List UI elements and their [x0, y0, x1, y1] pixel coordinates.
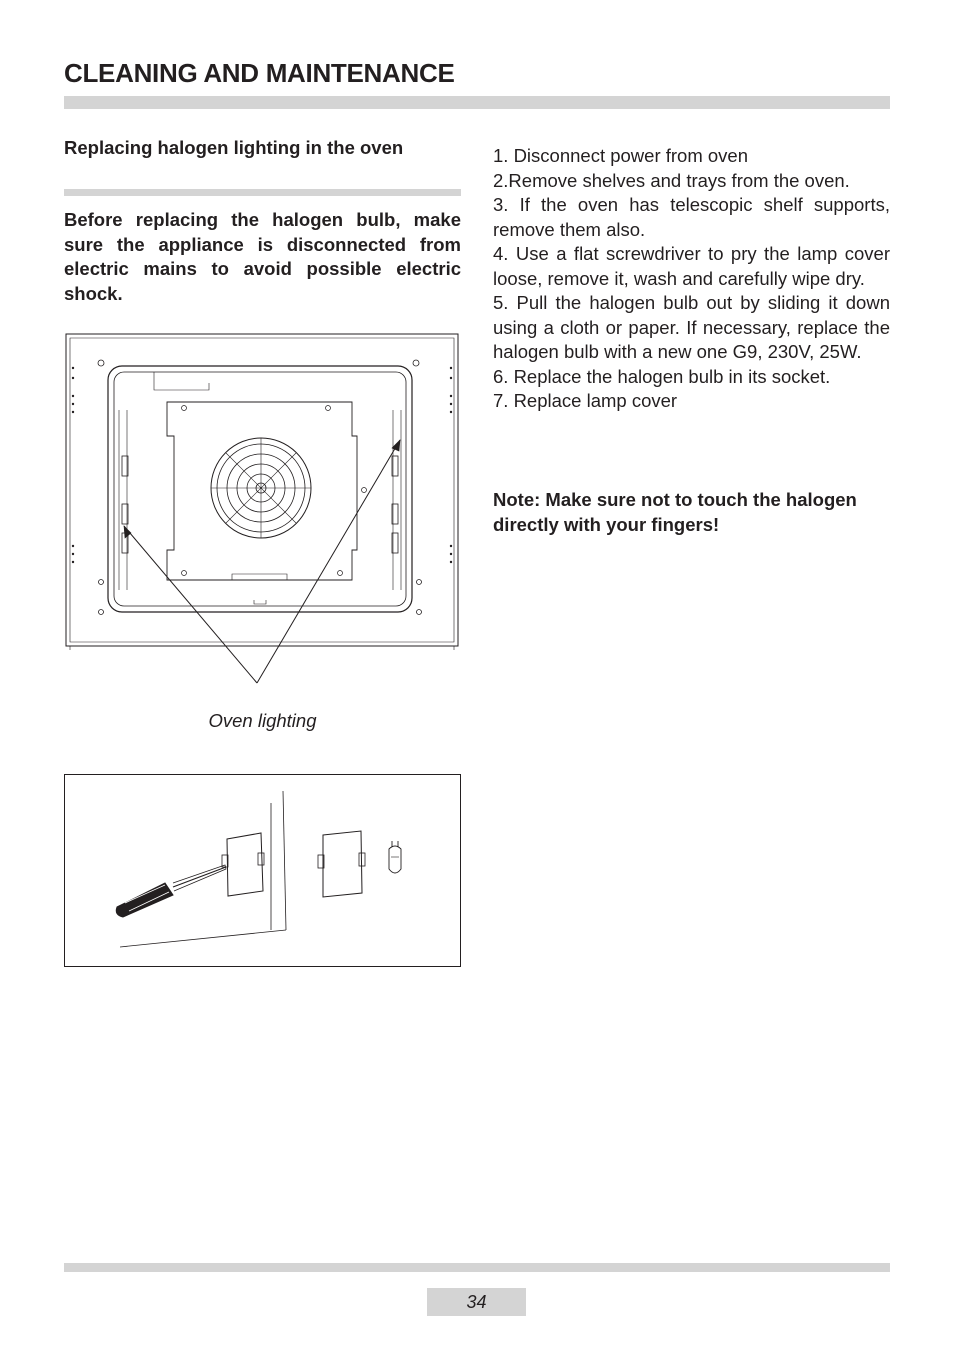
list-item: 3. If the oven has telescopic shelf supports, remove them also. — [493, 194, 890, 240]
list-item: 6. Replace the halogen bulb in its socket. — [493, 365, 831, 387]
oven-diagram — [64, 328, 461, 690]
page-title: CLEANING AND MAINTENANCE — [64, 58, 455, 88]
title-divider — [64, 96, 890, 109]
figure-caption: Oven lighting — [208, 710, 317, 731]
list-item: 5. Pull the halogen bulb out by sliding it down using a cloth or paper. If necessary, replace the halogen bulb with a new one G9, 230V, 25W. — [493, 292, 890, 362]
footer-divider — [64, 1263, 890, 1272]
list-item: 7. Replace lamp cover — [493, 390, 678, 411]
list-item: 2.Remove shelves and trays from the oven. — [493, 169, 850, 191]
lamp-cover-diagram — [64, 774, 461, 967]
page-number: 34 — [427, 1288, 526, 1316]
section-heading: Replacing halogen lighting in the oven — [64, 137, 404, 158]
list-item: 1. Disconnect power from oven — [493, 145, 749, 166]
warning-text: Before replacing the halogen bulb, make sure the appliance is disconnected from electric mains to avoid possible electric shock. — [64, 209, 461, 304]
note-text: Note: Make sure not to touch the halogen directly with your fingers! — [493, 489, 857, 535]
section-divider — [64, 189, 461, 196]
list-item: 4. Use a flat screwdriver to pry the lamp cover loose, remove it, wash and carefully wipe dry. — [493, 243, 890, 289]
instruction-steps — [493, 144, 890, 414]
